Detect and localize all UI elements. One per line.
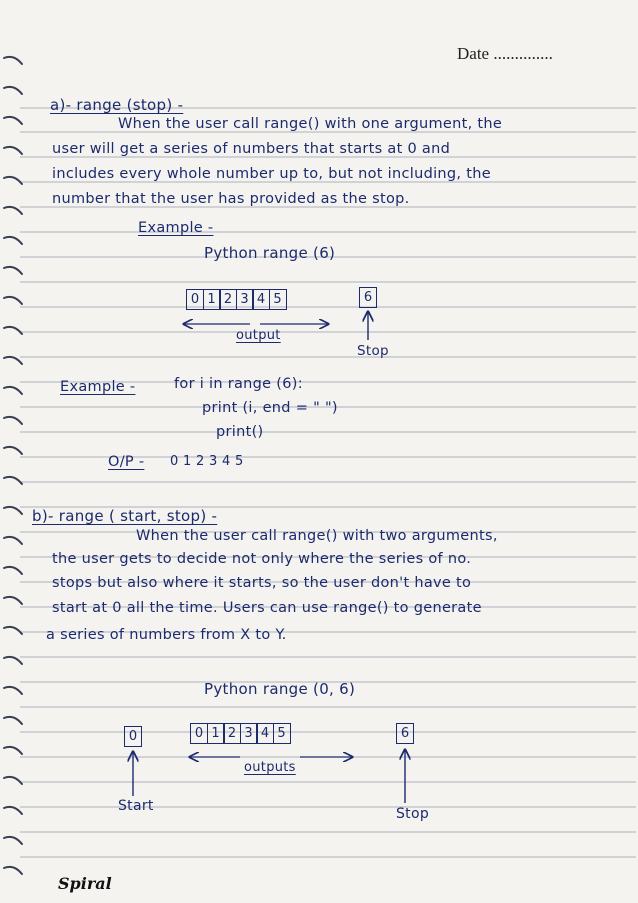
date-label: Date .............. (457, 44, 553, 63)
diagram-b-output-label: outputs (244, 760, 296, 775)
diagram-b-title: Python range (0, 6) (204, 680, 356, 698)
diagram-b-start-label: Start (118, 798, 154, 814)
diagram-b-cell: 5 (273, 723, 291, 744)
diagram-a-cell: 3 (236, 289, 254, 310)
section-b-line-1: When the user call range() with two arguments, (136, 528, 498, 544)
section-b-line-4: start at 0 all the time. Users can use range() to generate (52, 600, 482, 616)
diagram-b-cell: 2 (223, 723, 241, 744)
diagram-a-cell: 1 (203, 289, 221, 310)
diagram-b-stop-label: Stop (396, 806, 430, 822)
diagram-b-stop-cell: 6 (396, 723, 414, 744)
op-values: 0 1 2 3 4 5 (170, 454, 244, 469)
section-b-line-5: a series of numbers from X to Y. (46, 627, 287, 643)
section-a-line-4: number that the user has provided as the stop. (52, 191, 410, 207)
diagram-b-start-cell: 0 (124, 726, 142, 747)
diagram-a-cell: 5 (269, 289, 287, 310)
diagram-b-cell: 4 (256, 723, 274, 744)
code-line-3: print() (216, 424, 264, 440)
section-b-line-3: stops but also where it starts, so the user don't have to (52, 575, 472, 591)
diagram-a-stop-cell: 6 (359, 287, 377, 308)
diagram-a-title: Python range (6) (204, 244, 336, 262)
section-a-example-label: Example - (138, 220, 214, 236)
diagram-a-output-label: output (236, 328, 281, 343)
section-a-line-1: When the user call range() with one argument, the (118, 116, 503, 132)
section-a-code-label: Example - (60, 379, 136, 395)
diagram-a-stop-label: Stop (357, 343, 389, 359)
code-line-1: for i in range (6): (174, 376, 303, 392)
brand-logo: Spiral (58, 874, 112, 893)
section-a-line-3: includes every whole number up to, but not including, the (52, 166, 491, 182)
section-b-heading: b)- range ( start, stop) - (32, 507, 218, 525)
diagram-b-cell: 0 (190, 723, 208, 744)
code-line-2: print (i, end = " ") (202, 400, 338, 416)
diagram-a-cell: 0 (186, 289, 204, 310)
section-b-line-2: the user gets to decide not only where the series of no. (52, 551, 472, 567)
diagram-b-cell: 1 (207, 723, 225, 744)
op-label: O/P - (108, 454, 145, 470)
diagram-b-cell: 3 (240, 723, 258, 744)
section-a-heading: a)- range (stop) - (50, 96, 184, 114)
diagram-a-cell: 4 (252, 289, 270, 310)
diagram-a-cell: 2 (219, 289, 237, 310)
section-a-line-2: user will get a series of numbers that starts at 0 and (52, 141, 451, 157)
